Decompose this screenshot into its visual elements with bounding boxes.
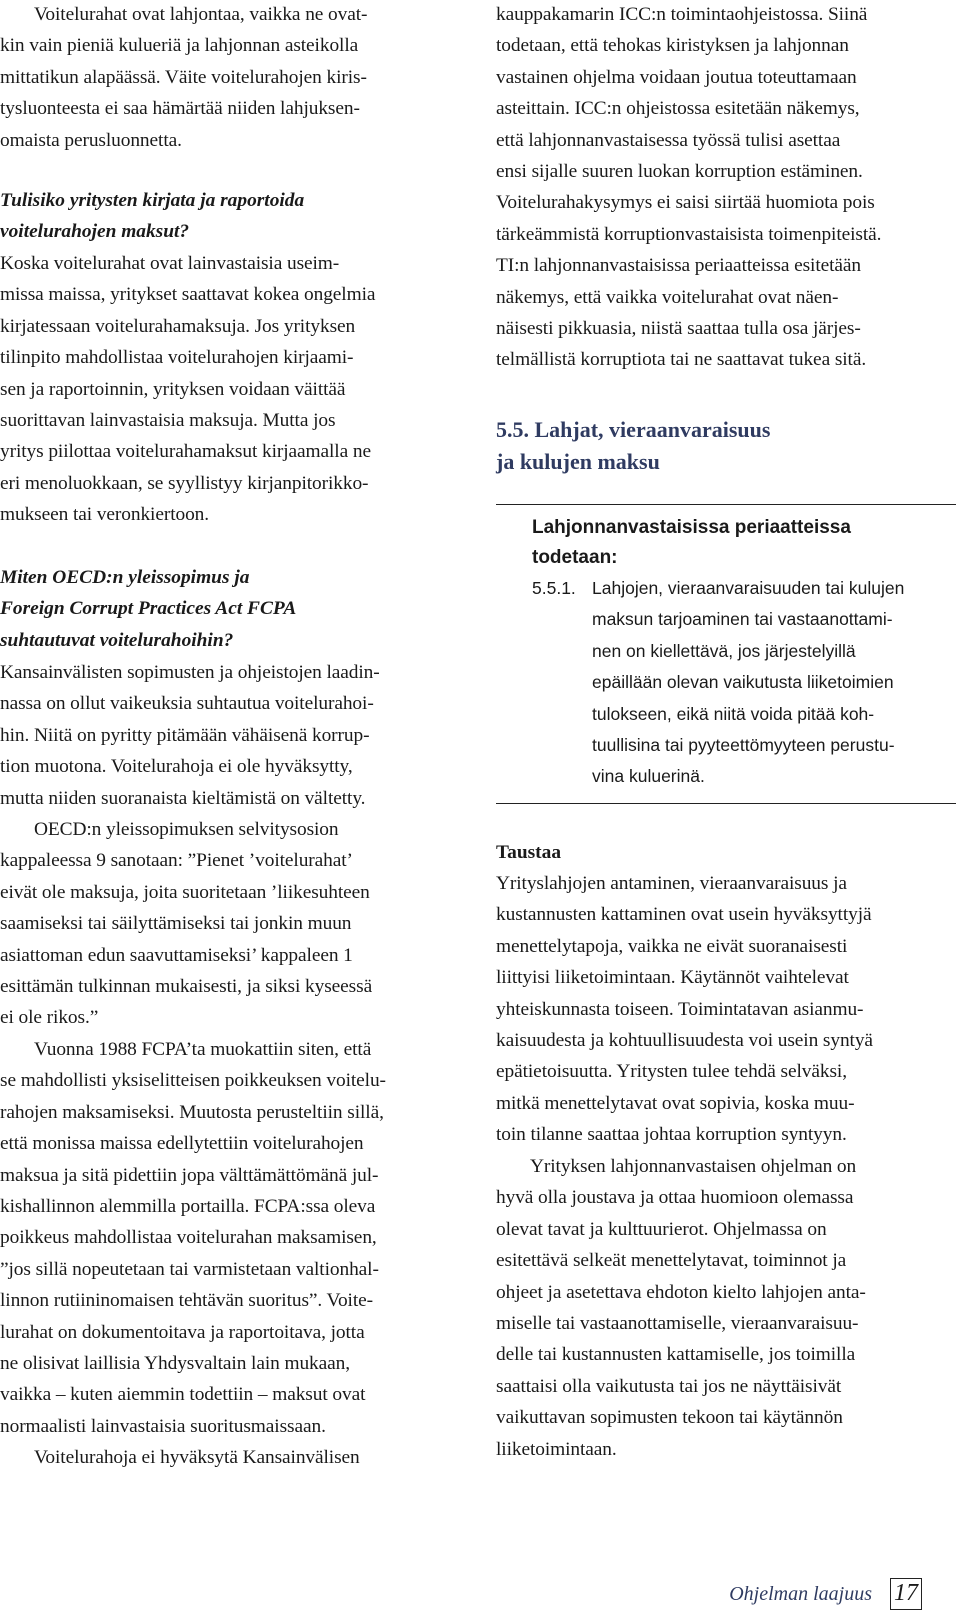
paragraph [0, 248, 375, 531]
principle-box [496, 504, 956, 804]
text-line: hin. Niitä on pyritty pitämään vähäisenä korrup- [0, 724, 370, 746]
principle-text-line: tuullisina tai pyyteettömyyteen perustu- [592, 735, 895, 756]
text-line: missa maissa, yritykset saattavat kokea ongelmia [0, 284, 376, 306]
text-line: Voitelurahat ovat lahjontaa, vaikka ne ovat- [34, 4, 368, 25]
principle-title-line: Lahjonnanvastaisissa periaatteissa [532, 517, 851, 538]
text-line: TI:n lahjonnanvastaisissa periaatteissa esitetään [496, 255, 862, 277]
paragraph [496, 1151, 866, 1465]
page-number: 17 [890, 1578, 922, 1610]
text-line: Vuonna 1988 FCPA’ta muokattiin siten, että [34, 1039, 372, 1060]
heading-line: suhtautuvat voitelurahoihin? [0, 629, 234, 651]
text-line: kin vain pieniä kulueriä ja lahjonnan asteikolla [0, 35, 359, 57]
heading-line: Tulisiko yritysten kirjata ja raportoida [0, 190, 305, 211]
section-heading [496, 414, 770, 478]
text-line: esitettävä selkeät menettelytavat, toiminnot ja [496, 1250, 847, 1272]
text-line: näisesti pikkuasia, niistä saattaa tulla osa järjes- [496, 318, 861, 340]
text-line: asiattoman edun saavuttamiseksi’ kappaleen 1 [0, 944, 353, 966]
heading-line: voitelurahojen maksut? [0, 221, 190, 243]
subheading [0, 562, 296, 656]
text-line: sen ja raportoinnin, yrityksen voidaan väittää [0, 378, 346, 400]
text-line: liittyisi liiketoimintaan. Käytännöt vaihtelevat [496, 967, 849, 989]
text-line: menettelytapoja, vaikka ne eivät suoranaisesti [496, 935, 848, 957]
text-line: toin tilanne saattaa johtaa korruption syntyyn. [496, 1124, 847, 1146]
text-line: mitkä menettelytavat ovat sopivia, koska muu- [496, 1092, 855, 1114]
text-line: kishallinnon alemmilla portailla. FCPA:ssa oleva [0, 1196, 376, 1218]
principle-text-line: tulokseen, eikä niitä voida pitää koh- [592, 703, 875, 724]
text-line: mutta niiden suoranaista kieltämistä on vältetty. [0, 787, 366, 809]
text-line: hyvä olla joustava ja ottaa huomioon olemassa [496, 1187, 854, 1209]
text-line: se mahdollisti yksiselitteisen poikkeuksen voitelu- [0, 1070, 386, 1092]
paragraph [0, 657, 380, 814]
principle-text-line: Lahjojen, vieraanvaraisuuden tai kulujen [592, 578, 905, 598]
text-line: esittämän tulkinnan mukaisesti, ja siksi kyseessä [0, 976, 373, 998]
text-line: kustannusten kattaminen ovat usein hyväksyttyjä [496, 904, 872, 926]
paragraph [0, 1034, 386, 1442]
text-line: Yrityslahjojen antaminen, vieraanvaraisuus ja [496, 873, 847, 894]
heading-line: Miten OECD:n yleissopimus ja [0, 567, 250, 588]
text-line: kappaleessa 9 sanotaan: ”Pienet ’voitelurahat’ [0, 850, 353, 872]
text-line: nassa on ollut vaikeuksia suhtautua voitelurahoi- [0, 693, 374, 715]
text-line: maksua ja sitä pidettiin jopa välttämättömänä jul- [0, 1164, 379, 1186]
principle-text [592, 573, 904, 793]
text-line: saamiseksi tai säilyttämiseksi tai jonkin muun [0, 913, 352, 935]
text-line: normaalisti lainvastaisia suoritusmaissaan. [0, 1415, 326, 1437]
text-line: lurahat on dokumentoitava ja raportoitava, jotta [0, 1321, 365, 1343]
text-line: mukseen tai veronkiertoon. [0, 504, 210, 526]
principle-text-line: epäillään olevan vaikutusta liiketoimien [592, 672, 894, 693]
text-line: vastainen ohjelma voidaan joutua toteuttamaan [496, 66, 857, 88]
text-line: Voitelurahoja ei hyväksytä Kansainvälisen [34, 1447, 360, 1468]
paragraph [0, 814, 372, 1034]
text-line: poikkeus mahdollistaa voitelurahan maksamisen, [0, 1227, 377, 1249]
subheading-text: Taustaa [496, 842, 562, 863]
text-line: epätietoisuutta. Yritysten tulee tehdä selväksi, [496, 1061, 847, 1083]
text-line: rahojen maksamiseksi. Muutosta perusteltiin sillä, [0, 1101, 384, 1123]
principle-box-title [532, 513, 851, 573]
text-line: kauppakamarin ICC:n toimintaohjeistossa. Siinä [496, 4, 868, 25]
text-line: todetaan, että tehokas kiristyksen ja lahjonnan [496, 35, 849, 57]
text-line: telmällistä korruptiota tai ne saattavat tukea sitä. [496, 349, 867, 371]
text-line: ohjeet ja asetettava ehdoton kielto lahjojen anta- [496, 1281, 866, 1303]
text-line: yritys piilottaa voitelurahamaksut kirjaamalla ne [0, 441, 371, 463]
principle-text-line: nen on kiellettävä, jos järjestelyillä [592, 640, 856, 661]
principle-text-line: maksun tarjoaminen tai vastaanottami- [592, 609, 893, 630]
text-line: tilinpito mahdollistaa voitelurahojen kirjaami- [0, 347, 354, 369]
text-line: yhteiskunnasta toiseen. Toimintatavan asianmu- [496, 998, 864, 1020]
heading-line: Foreign Corrupt Practices Act FCPA [0, 598, 297, 620]
text-line: ei ole rikos.” [0, 1007, 99, 1029]
text-line: eri menoluokkaan, se syyllistyy kirjanpitorikko- [0, 472, 369, 494]
footer-section-title: Ohjelman laajuus [729, 1582, 872, 1605]
text-line: tion muotona. Voitelurahoja ei ole hyväksytty, [0, 756, 353, 778]
text-line: vaikka – kuten aiemmin todettiin – maksut ovat [0, 1384, 366, 1406]
text-line: liiketoimintaan. [496, 1438, 617, 1460]
text-line: suorittavan lainvastaisia maksuja. Mutta jos [0, 410, 336, 432]
text-line: linnon rutiininomaisen tehtävän suoritus”. Voite- [0, 1290, 373, 1312]
text-line: Kansainvälisten sopimusten ja ohjeistojen laadin- [0, 662, 380, 683]
paragraph [496, 0, 881, 376]
text-line: ensi sijalle suuren luokan korruption estäminen. [496, 161, 863, 183]
page-footer [729, 1578, 922, 1610]
text-line: eivät ole maksuja, joita suoritetaan ’liikesuhteen [0, 881, 370, 903]
paragraph [0, 0, 367, 156]
subheading [0, 185, 304, 248]
text-line: Yrityksen lahjonnanvastaisen ohjelman on [530, 1156, 857, 1177]
text-line: Voitelurahakysymys ei saisi siirtää huomiota pois [496, 192, 875, 214]
principle-number: 5.5.1. [532, 578, 576, 598]
text-line: ”jos sillä nopeutetaan tai varmistetaan valtionhal- [0, 1258, 379, 1280]
principle-text-line: vina kuluerinä. [592, 766, 705, 787]
text-line: kirjatessaan voitelurahamaksuja. Jos yrityksen [0, 315, 356, 337]
section-heading-line: ja kulujen maksu [496, 449, 660, 474]
section-heading-line: 5.5. Lahjat, vieraanvaraisuus [496, 417, 771, 442]
text-line: kaisuudesta ja kohtuullisuudesta voi usein syntyä [496, 1030, 873, 1052]
text-line: Koska voitelurahat ovat lainvastaisia useim- [0, 253, 340, 274]
text-line: että monissa maissa edellytettiin voitelurahojen [0, 1133, 364, 1155]
text-line: asteittain. ICC:n ohjeistossa esitetään näkemys, [496, 98, 860, 120]
text-line: vaikuttavan sopimusten tekoon tai käytännön [496, 1407, 843, 1429]
text-line: OECD:n yleissopimuksen selvitysosion [34, 819, 339, 840]
text-line: näkemys, että vaikka voitelurahat ovat näen- [496, 286, 839, 308]
text-line: mittatikun alapäässä. Väite voitelurahojen kiris- [0, 66, 367, 88]
principle-title-line: todetaan: [532, 547, 618, 568]
text-line: ne olisivat laillisia Yhdysvaltain lain mukaan, [0, 1353, 351, 1375]
subheading [496, 837, 561, 868]
text-line: että lahjonnanvastaisessa työssä tulisi asettaa [496, 129, 841, 151]
text-line: saattaisi olla vaikutusta tai jos ne näyttäisivät [496, 1375, 842, 1397]
paragraph [496, 868, 873, 1151]
text-line: delle tai kustannusten kattamiselle, jos toimilla [496, 1344, 856, 1366]
paragraph [0, 1442, 360, 1473]
text-line: miselle tai vastaanottamiselle, vieraanvaraisuu- [496, 1313, 859, 1335]
text-line: omaista perusluonnetta. [0, 129, 182, 151]
text-line: tärkeämmistä korruptionvastaisista toimenpiteistä. [496, 223, 882, 245]
text-line: olevat tavat ja kulttuurierot. Ohjelmassa on [496, 1218, 827, 1240]
text-line: tysluonteesta ei saa hämärtää niiden lahjuksen- [0, 98, 360, 120]
